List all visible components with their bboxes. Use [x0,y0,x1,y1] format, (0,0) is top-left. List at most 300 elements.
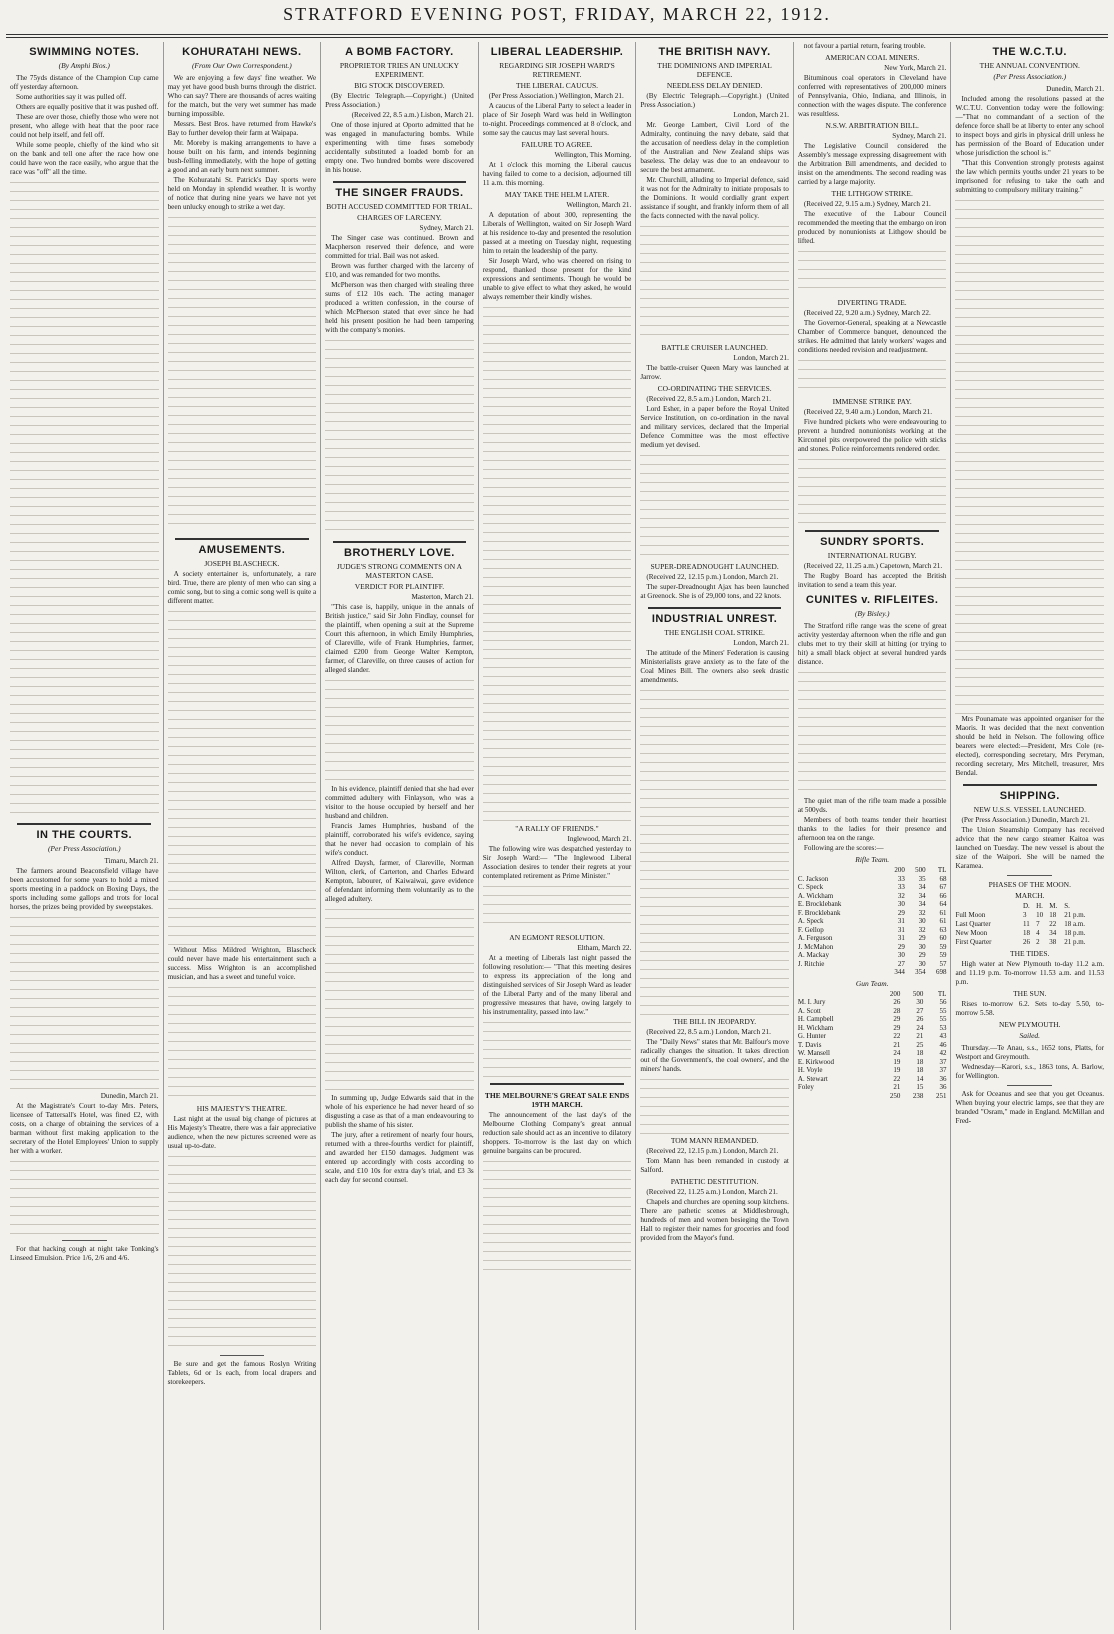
score-name [798,990,877,999]
subhead: BOTH ACCUSED COMMITTED FOR TRIAL. [326,202,473,211]
score-row [798,1058,947,1067]
subhead: PROPRIETOR TRIES AN UNLUCKY EXPERIMENT. [339,61,459,79]
subhead: VERDICT FOR PLAINTIFF. [354,582,445,591]
score-value: 30 [916,998,924,1006]
column-6 [793,42,951,1630]
subhead: DIVERTING TRADE. [837,298,907,307]
score-row [798,1083,947,1092]
score-value: 56 [939,998,947,1006]
divider [1007,1085,1052,1086]
subhead: MAY TAKE THE HELM LATER. [504,190,610,199]
subhead: THE ANNUAL CONVENTION. [979,61,1080,70]
dateline: (Received 22, 8.5 a.m.) Lisbon, March 21. [351,111,474,119]
score-value: 24 [916,1023,924,1032]
article-text: not favour a partial return, fearing trouble. [803,42,926,50]
score-value: 34 [918,891,926,900]
moon-row [955,929,1104,938]
column-1 [6,42,163,1630]
score-value: 698 [935,968,947,976]
headline-courts: IN THE COURTS. [36,829,133,841]
article-text: Chapels and churches are opening soup kitchens. There are pathetic scenes at Middlesbrough, hundreds of men and women besieging the Town Hall to register their names for groceries and food provided from the Mayor's fund. [640,1198,789,1242]
subhead-theatre: HIS MAJESTY'S THEATRE. [196,1104,287,1113]
continued-text-block [640,450,789,560]
dateline: London, March 21. [733,111,789,119]
score-value: 61 [939,908,947,917]
score-value: 59 [939,942,947,951]
score-value: 29 [897,942,905,951]
subhead: THE ENGLISH COAL STRIKE. [664,628,765,637]
score-value: 30 [897,951,905,959]
headline-shipping: SHIPPING. [999,790,1060,802]
article-text: Mr. George Lambert, Civil Lord of the Admiralty, continuing the navy debate, said that the accusation of needless delay in the completion of the Australian and New Zealand ships was baseless. The delay was due to an endeavour to secure the best armament. [640,121,789,174]
continued-text-block [168,212,317,532]
score-name: C. Jackson [797,874,829,883]
article-text: A caucus of the Liberal Party to select a leader in place of Sir Joseph Ward was held in Wellington to-night. Proceedings commenced at 8 o'clock, and some say the caucus may last several hours. [482,102,632,137]
continued-text-block [325,675,474,785]
subhead: FAILURE TO AGREE. [521,140,593,149]
article-text: McPherson was then charged with stealing three sums of £12 10s each. The acting manager produced a written confession, in the course of which McPherson stated that ever since he had held his present position he had been tampering with the company's monies. [325,281,474,334]
article-text: Five hundred pickets who were endeavouring to prevent a hundred nonunionists working at the Kirconnel pits overpowered the police with sticks and stones. Police reinforcements rendered order. [797,418,947,453]
dateline: Timaru, March 21. [104,857,159,865]
score-row [798,900,947,909]
score-name [798,968,884,977]
score-name: T. Davis [797,1040,822,1049]
score-value: 28 [893,1006,901,1015]
score-value: 500 [915,866,926,874]
score-value: 251 [935,1091,947,1100]
article-text: Without Miss Mildred Wrighton, Blascheck could never have made his entertainment such a success. Miss Wrighton is an accomplished musician, and has a sweet and tuneful voice. [167,946,317,981]
score-value: 18 [916,1049,924,1057]
subhead-blascheck: JOSEPH BLASCHECK. [204,559,280,568]
article-text: One of those injured at Oporto admitted that he was engaged in manufacturing bombs. While experimenting with time fuses somebody accidentally substituted a loaded bomb for an empty one. Two hundred bombs were discovered in his house. [325,121,474,174]
dateline: Inglewood, March 21. [567,835,632,843]
article-text: The Legislative Council considered the Assembly's message expressing disagreement with the Arbitration Bill amendments, and decided to insist on the amendments. The second reading was carried by a large majority. [797,142,947,186]
score-name: H. Campbell [797,1015,834,1023]
article-text: The following wire was despatched yesterday to Sir Joseph Ward:— "The Inglewood Liberal Association desires to tender their regrets at your contemplated retirement as Prime Minister." [482,845,632,880]
article-text: Mrs Pounamate was appointed organiser for the Maoris. It was decided that the next convention should be held in Nelson. The following office bearers were elected:—President, Mrs Cole (re-elected), corresponding secretary, Mrs Peryman, recording secretary, Mrs Mitchell, treasurer, Mrs Bendal. [955,715,1105,777]
article-text: A deputation of about 300, representing the Liberals of Wellington, waited on Sir Joseph Ward at his residence to-day and presented the resolution passed at a meeting on Tuesday night, requesting him to retain the leadership of the party. [482,211,632,255]
score-name: A. Scott [797,1006,821,1015]
score-name: M. I. Jury [797,998,826,1006]
score-value: TL [937,989,947,998]
article-text: Thursday.—Te Anau, s.s., 1652 tons, Platts, for Westport and Greymouth. [955,1044,1105,1061]
score-name [798,866,884,875]
masthead-rule [6,34,1108,35]
score-value: 60 [939,934,947,942]
article-text: Sir Joseph Ward, who was cheered on rising to respond, thanked those present for the kind expressions and sentiments. Though he would be unable to give effect to what they asked, he would always remember their kindly wishes. [482,257,632,301]
continued-text-block [325,335,474,535]
article-text: High water at New Plymouth to-day 11.2 a.m. and 11.19 p.m. To-morrow 11.53 a.m. and 11.53 p.m. [955,960,1105,986]
moon-header-cell [955,902,1023,911]
score-value: 14 [916,1074,924,1083]
dateline: New York, March 21. [884,64,947,72]
score-header-row [798,866,947,875]
article-text: In his evidence, plaintiff denied that she had ever committed adultery with Finlayson, who was a visitor to the house occupied by herself and her husband and children. [325,785,474,820]
headline-amusements: AMUSEMENTS. [198,544,286,556]
score-value: 64 [939,900,947,908]
score-value: 22 [893,1074,901,1083]
score-value: 53 [939,1023,947,1032]
score-row [798,1032,947,1041]
score-value: 33 [897,874,905,883]
article-text: Members of both teams tender their heartiest thanks to the ladies for their presence and afternoon tea on the range. [797,816,947,842]
continued-text-block [798,246,947,296]
divider [62,1240,107,1241]
score-value: 19 [893,1057,901,1066]
continued-text-block [640,685,789,1015]
score-row [798,875,947,884]
subhead: "A RALLY OF FRIENDS." [515,824,599,833]
headline-sundry: SUNDRY SPORTS. [820,536,925,548]
score-value: 42 [939,1049,947,1057]
moon-cell: New Moon [955,929,988,937]
masthead-rule-2 [6,37,1108,38]
moon-cell: 18 [1022,929,1030,937]
subhead: NEW U.S.S. VESSEL LAUNCHED. [973,805,1086,814]
score-row [798,892,947,901]
headline-wctu: THE W.C.T.U. [992,46,1067,58]
article-text: Rises to-morrow 6.2. Sets to-day 5.50, to-morrow 5.58. [955,1000,1105,1017]
moon-cell: 22 [1049,920,1057,928]
score-name: Foley [797,1083,814,1091]
article-text: Others are equally positive that it was pushed off. [16,103,159,111]
article-text: The farmers around Beaconsfield village have been accustomed for some years to hold a mixed sports meeting in a paddock on Boxing Days, the sports including some gallops and trots for local horses, the prizes being provided by sweepstakes. [10,867,159,911]
column-7 [950,42,1108,1630]
article-text: We are enjoying a few days' fine weather. We may yet have good bush burns through the district. Who can say? There are thousands of acres waiting for the match, but the very wet summer has made burning impossible. [167,74,317,118]
score-value: 26 [893,998,901,1006]
dateline: Eltham, March 22. [577,944,632,952]
score-value: 63 [939,925,947,934]
score-value: 36 [939,1083,947,1091]
score-row [798,1075,947,1084]
score-value: 36 [939,1074,947,1083]
moon-row [955,938,1104,947]
continued-text-block [168,982,317,1102]
score-row [798,951,947,960]
score-name: E. Brocklebank [797,900,842,908]
dateline: Dunedin, March 21. [100,1092,159,1100]
score-name: A. Ferguson [797,934,833,942]
article-text: (By Electric Telegraph.—Copyright.) (United Press Association.) [640,92,789,109]
column-4 [478,42,636,1630]
score-value: 37 [939,1057,947,1066]
divider [333,541,467,543]
headline-kohuratahi: KOHURATAHI NEWS. [182,46,302,58]
headline-brotherly: BROTHERLY LOVE. [344,547,455,559]
score-value: 35 [918,874,926,883]
moon-cell: 2 [1036,938,1040,946]
article-text: The 75yds distance of the Champion Cup came off yesterday afternoon. [10,74,159,91]
score-row [798,943,947,952]
dateline: London, March 21. [733,354,789,362]
moon-header-cell: S. [1064,902,1070,910]
score-value: 34 [918,900,926,908]
continued-text-block [10,177,159,817]
score-value: 238 [912,1091,924,1100]
score-name: A. Wickham [797,891,834,900]
article-text: "That this Convention strongly protests against the law which permits youths under 21 years to be imprisoned for refusing to take the oath and submitting to compulsory military training." [955,159,1105,194]
columns [6,42,1108,1630]
score-value: 30 [918,942,926,951]
score-row [798,917,947,926]
score-value: 354 [915,968,926,976]
continued-text-block [168,1151,317,1351]
headline-industrial: INDUSTRIAL UNREST. [651,613,778,625]
moon-cell: First Quarter [955,938,992,946]
score-value: 18 [916,1057,924,1066]
divider [963,784,1097,786]
score-value: 200 [894,866,905,874]
continued-text-block [483,881,632,931]
subhead: PATHETIC DESTITUTION. [670,1177,759,1186]
article-text: The Singer case was continued. Brown and Macpherson reserved their defence, and were committed for trial. Bail was not asked. [325,234,474,260]
divider [1007,875,1052,876]
byline-cunites: (By Bisley.) [854,609,890,618]
moon-cell: 4 [1036,929,1040,937]
continued-text-block [325,904,474,1094]
article-text: Brown was further charged with the larceny of £10, and was remanded for two months. [325,262,474,279]
article-text: The Stratford rifle range was the scene of great activity yesterday afternoon when the rifle and gun clubs met to try their skill at hitting (or trying to hit) a small black object at several hundred yards distance. [797,622,947,666]
article-text: (Per Press Association.) Dunedin, March 21. [961,816,1090,824]
score-value: 55 [939,1015,947,1023]
article-text: The Kohuratahi St. Patrick's Day sports were held on Monday in splendid weather. It is worthy of notice that during nine years we have not yet been unlucky enough to strike a wet day. [167,176,317,211]
score-value: 30 [897,900,905,908]
article-text: Mr. Moreby is making arrangements to have a house built on his farm, and intends beginning bush-felling immediately, with the hope of getting a good and an early burn next summer. [167,139,317,174]
score-value: 34 [918,883,926,891]
score-name: C. Speck [797,883,824,891]
dateline: Sydney, March 21. [419,224,474,232]
moon-cell: 18 a.m. [1064,920,1086,928]
article-text: The Governor-General, speaking at a Newcastle Chamber of Commerce banquet, denounced the strikes. He admitted that lately workers' wages and conditions needed revision and readjustment. [797,319,947,354]
score-name [798,1092,877,1101]
score-total-row [798,1092,947,1101]
divider [175,538,309,540]
subhead: N.S.W. ARBITRATION BILL. [825,121,919,130]
continued-text-block [483,1156,632,1276]
score-value: 32 [897,891,905,900]
article-text: The "Daily News" states that Mr. Balfour's move radically changes the situation. It takes direction out of the Government's, the coal owners', and the miners' hands. [640,1038,789,1073]
score-row [798,1066,947,1075]
score-value: 500 [912,989,924,998]
score-value: 66 [939,891,947,900]
score-value: 18 [916,1066,924,1074]
score-row [798,883,947,892]
score-header-row [798,990,947,999]
score-value: 37 [939,1066,947,1074]
article-text: (Received 22, 12.15 p.m.) London, March 21. [646,573,779,581]
moon-row [955,911,1104,920]
article-text: Alfred Daysh, farmer, of Clareville, Norman Wilton, clerk, of Carterton, and Charles Edward Kempton, labourer, of Kaiwaiwai, gave evidence of defendant informing them voluntarily as to the alleged adultery. [325,859,474,903]
subhead: NEEDLESS DELAY DENIED. [666,81,763,90]
subhead: NEW PLYMOUTH. [998,1020,1061,1029]
moon-cell: Last Quarter [955,920,991,928]
dateline: Dunedin, March 21. [1046,85,1105,93]
gun-team-table [798,990,947,1101]
score-value: 27 [916,1006,924,1015]
score-name: G. Hunter [797,1032,826,1040]
article-text: Following are the scores:— [803,844,884,852]
article-text: The quiet man of the rifle team made a possible at 500yds. [797,797,947,814]
divider [17,823,151,825]
moon-cell: 21 p.m. [1064,911,1086,919]
headline-bomb: A BOMB FACTORY. [345,46,454,58]
subhead: REGARDING SIR JOSEPH WARD'S RETIREMENT. [499,61,615,79]
score-value: 21 [893,1040,901,1049]
article-text: At a meeting of Liberals last night passed the following resolution:— "That this meeting desires to express its appreciation of the long and distinguished services of Sir Joseph Ward as leader of the Liberal Party and of the many liberal and progressive measures that have, owing largely to his instrumentality, passed into law." [482,954,632,1016]
score-name: H. Voyle [797,1066,823,1074]
moon-table [955,902,1104,947]
score-row [798,960,947,969]
moon-cell: 3 [1022,911,1027,919]
article-text: The attitude of the Miners' Federation is causing Ministerialists grave anxiety as to the fate of the Coal Mines Bill. The owners also seek drastic amendments. [640,649,789,684]
article-text: While some people, chiefly of the kind who sit on the bank and tell one after the race how one could have won the race easily, who argue that the race was "off" all the time. [10,141,159,176]
article-text: Some authorities say it was pulled off. [16,93,127,101]
subhead: PHASES OF THE MOON. [988,880,1071,889]
score-value: 200 [889,989,901,998]
article-text: Messrs. Best Bros. have returned from Hawke's Bay to further develop their farm at Waipapa. [167,120,317,137]
continued-text-block [640,1074,789,1134]
score-value: 25 [916,1040,924,1049]
score-name: A. Stewart [797,1074,828,1083]
score-name: A. Speck [797,917,824,925]
column-3 [320,42,478,1630]
column-2 [163,42,321,1630]
subhead: TOM MANN REMANDED. [670,1136,759,1145]
score-value: 19 [893,1066,901,1074]
score-name: H. Wickham [797,1023,834,1032]
score-value: 27 [897,959,905,968]
headline-singer: THE SINGER FRAUDS. [335,187,464,199]
headline-navy: THE BRITISH NAVY. [658,46,771,58]
score-value: 26 [916,1015,924,1023]
rifle-team-label: Rifle Team. [855,855,890,864]
dateline: Wellington, This Morning. [554,151,632,159]
moon-cell: 26 [1022,938,1030,946]
moon-cell: Full Moon [955,911,986,919]
advertisement: Be sure and get the famous Roslyn Writing Tablets, 6d or 1s each, from local drapers and storekeepers. [167,1360,317,1386]
divider [333,181,467,183]
score-row [798,998,947,1007]
score-value: 29 [897,908,905,917]
article-text: Included among the resolutions passed at the W.C.T.U. Convention today were the following:—"That no commandant of a section of the defence force shall be at liberty to enter any school to inspect boys and girls in physical drill unless he has permission of the Board of Education under whose jurisdiction the school is." [955,95,1105,157]
article-text: Lord Esher, in a paper before the Royal United Service Institution, on co-ordination in the naval and military services, declared that the Imperial Defence Committee was the most effective medium yet devised. [640,405,789,449]
score-value: 31 [897,925,905,934]
headline-cunites: CUNITES v. RIFLEITES. [805,594,939,606]
article-text: (Received 22, 9.15 a.m.) Sydney, March 21. [803,200,931,208]
subhead: AN EGMONT RESOLUTION. [509,933,605,942]
article-text: Last night at the usual big change of pictures at His Majesty's Theatre, there was a fair appreciative audience, when the new pictures screened were as usual up-to-date. [167,1115,317,1150]
continued-text-block [483,302,632,822]
divider [648,607,782,609]
score-value: 29 [918,951,926,959]
score-value: 32 [918,925,926,934]
article-text: (Received 22, 8.5 a.m.) London, March 21. [646,395,771,403]
score-total-row [798,968,947,977]
score-row [798,1041,947,1050]
sailed-label: Sailed. [1019,1031,1041,1040]
divider [490,1083,624,1085]
score-row [798,934,947,943]
article-text: (Per Press Association.) Wellington, March 21. [488,92,624,100]
score-value: 57 [939,959,947,968]
continued-text-block [798,355,947,395]
subhead: INTERNATIONAL RUGBY. [827,551,917,560]
moon-cell: 34 [1049,929,1057,937]
moon-header-cell: M. [1049,902,1058,910]
score-value: 22 [893,1032,901,1040]
subhead: THE LIBERAL CAUCUS. [516,81,599,90]
score-value: 29 [893,1023,901,1032]
subhead: CO-ORDINATING THE SERVICES. [657,384,772,393]
byline-kohuratahi: (From Our Own Correspondent.) [191,61,292,70]
article-text: At the Magistrate's Court to-day Mrs. Peters, licensee of Tattersall's Hotel, was fined £2, with costs, on a charge of obtaining the services of a barman without first making application to the secretary of the Hotel Employees' Union to supply her with a worker. [10,1102,159,1155]
score-value: 24 [893,1049,901,1057]
score-name: E. Kirkwood [797,1057,835,1066]
score-value: 32 [918,908,926,917]
score-value: 30 [918,959,926,968]
continued-text-block [10,912,159,1092]
article-text: (Received 22, 12.15 p.m.) London, March 21. [646,1147,779,1155]
dateline: Wellington, March 21. [566,201,632,209]
score-name: J. Ritchie [797,959,825,968]
score-name: J. McMahon [797,942,834,951]
article-text: "This case is, happily, unique in the annals of British justice," said Sir John Findlay, counsel for the plaintiff, when opening a suit at the Supreme Court this afternoon, in which Emily Humphries, of Clareville, wife of Frank Humphries, farmer, claimed £200 from George Walter Kempton, farmer, of Clareville, on three causes of action for alleged slander. [325,603,474,674]
byline-courts: (Per Press Association.) [47,844,121,853]
article-text: At 1 o'clock this morning the Liberal caucus having failed to come to a decision, adjourned till 11 a.m. this morning. [482,161,632,187]
score-value: 344 [894,968,905,976]
score-value: TL [937,866,947,874]
continued-text-block [798,454,947,524]
score-value: 31 [897,934,905,942]
moon-cell: 38 [1049,938,1057,946]
moon-cell: 7 [1036,920,1040,928]
article-text: (Received 22, 11.25 a.m.) London, March 21. [646,1188,778,1196]
score-row [798,909,947,918]
subhead: THE BILL IN JEOPARDY. [673,1017,757,1026]
article-text: (Received 22, 11.25 a.m.) Capetown, March 21. [803,562,943,570]
subhead: BATTLE CRUISER LAUNCHED. [661,343,768,352]
score-row [798,1015,947,1024]
subhead: THE TIDES. [1010,949,1050,958]
article-text: (Received 22, 8.5 a.m.) London, March 21. [646,1028,771,1036]
score-value: 30 [918,917,926,925]
score-name: F. Gellop [797,925,824,934]
moon-month: MARCH. [1015,891,1045,900]
article-text: Mr. Churchill, alluding to Imperial defence, said it was not for the Admiralty to initiate proposals to the Dominions. It would cordially grant expert assistance if sought, and frankly inform them of all the facts connected with the naval policy. [640,176,789,220]
article-text: The Union Steamship Company has received advice that the new cargo steamer Kaitoa was launched on Tuesday. The new vessel is about the size of the Waipori. She will be named the Karamea. [955,826,1105,870]
score-value: 33 [897,883,905,891]
score-value: 55 [939,1006,947,1015]
byline-wctu: (Per Press Association.) [993,72,1067,81]
dateline: London, March 21. [733,639,789,647]
score-row [798,1007,947,1016]
score-value: 250 [889,1091,901,1100]
subhead: JUDGE'S STRONG COMMENTS ON A MASTERTON CASE. [336,562,462,580]
score-name: A. Mackay [797,951,829,959]
moon-header-cell: H. [1036,902,1043,910]
subhead-melbourne: THE MELBOURNE'S GREAT SALE ENDS 19TH MARCH. [484,1091,630,1109]
moon-header-cell: D. [1022,902,1030,910]
article-text: These are over those, chiefly those who were not present, who allege with heat that the poor race could not help itself, and fell off. [10,113,159,139]
article-text: The executive of the Labour Council recommended the meeting that the embargo on iron produced by nonunionists at Lithgow should be lifted. [797,210,947,245]
advertisement: Ask for Oceanus and see that you get Oceanus. When buying your electric lamps, see that they are branded "Osram," made in England. McMillan and Fred- [955,1090,1105,1125]
article-text: (Received 22, 9.20 a.m.) Sydney, March 22. [803,309,931,317]
article-text: The battle-cruiser Queen Mary was launched at Jarrow. [640,364,789,381]
score-value: 43 [939,1032,947,1040]
gun-team-label: Gun Team. [855,978,889,988]
article-text: The announcement of the last day's of the Melbourne Clothing Company's great annual reduction sale should act as an incentive to dilatory shoppers. To-morrow is the last day on which genuine bargains can be procured. [482,1111,632,1155]
article-text: In summing up, Judge Edwards said that in the whole of his experience he had never heard of so disgusting a case as that of a man endeavouring to publish the shame of his sister. [325,1094,474,1129]
